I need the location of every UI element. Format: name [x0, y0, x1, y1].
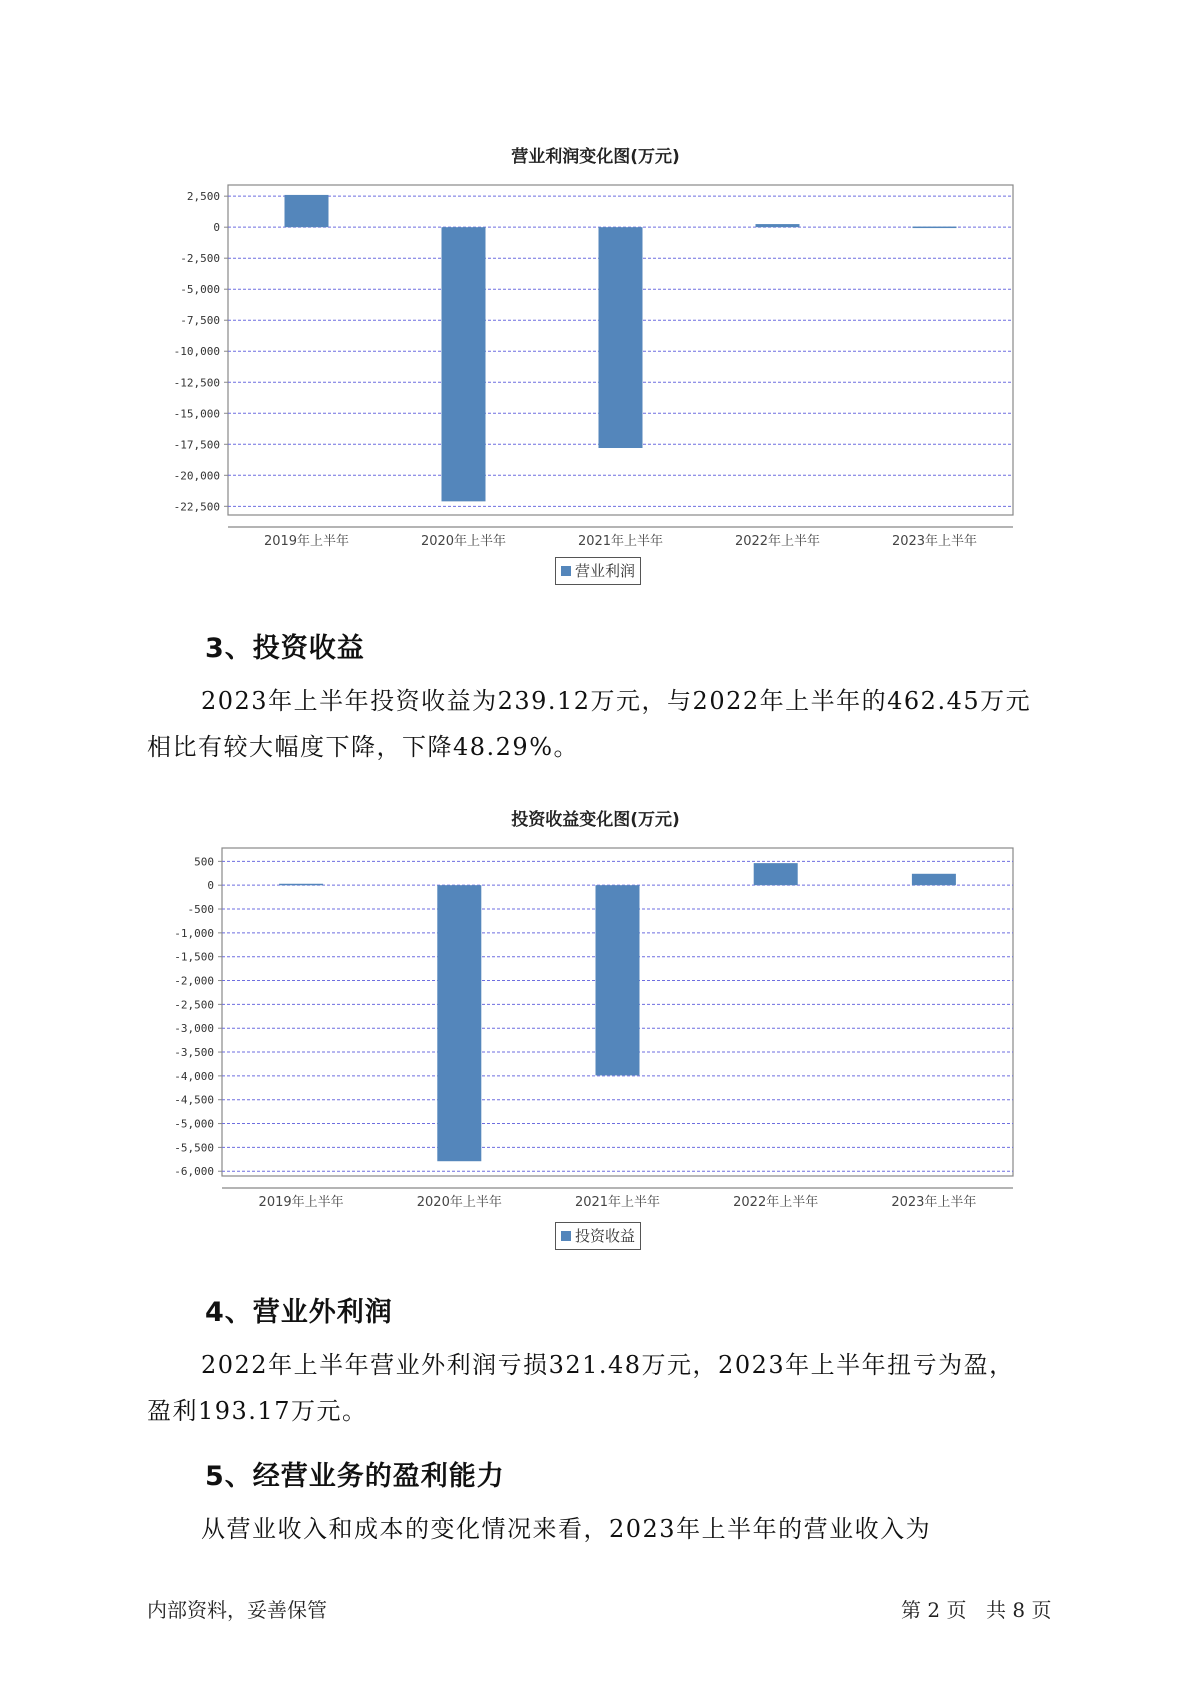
y-tick-label: -4,000 [174, 1069, 214, 1083]
paragraph-operating-profitability [147, 1506, 1047, 1552]
y-tick-label: 0 [207, 879, 214, 893]
bar [754, 863, 798, 885]
y-tick-label: -4,500 [174, 1093, 214, 1107]
y-tick-label: 500 [194, 855, 214, 869]
y-tick-label: -20,000 [173, 469, 220, 483]
legend-swatch [561, 566, 571, 576]
paragraph-line: 相比有较大幅度下降，下降48.29%。 [147, 733, 580, 761]
y-tick-label: -1,000 [174, 926, 214, 940]
y-tick-label: -500 [187, 903, 214, 917]
legend-label: 营业利润 [575, 562, 636, 580]
x-tick-label: 2019年上半年 [263, 534, 350, 549]
paragraph-line: 2022年上半年营业外利润亏损321.48万元，2023年上半年扭亏为盈， [201, 1351, 1015, 1379]
y-tick-label: -2,500 [174, 998, 214, 1012]
paragraph-line: 盈利193.17万元。 [147, 1397, 368, 1425]
section-heading-investment-income: 3、投资收益 [205, 633, 365, 664]
chart-investment-income [0, 834, 1191, 1254]
chart-legend-investment-income [555, 1222, 641, 1250]
x-tick-label: 2020年上半年 [416, 1195, 502, 1210]
x-tick-label: 2023年上半年 [891, 534, 978, 549]
y-tick-label: -5,000 [180, 283, 220, 297]
legend-label: 投资收益 [575, 1227, 636, 1245]
paragraph-investment-income [147, 678, 1047, 770]
x-tick-label: 2022年上半年 [734, 534, 821, 549]
footer-confidential-note: 内部资料，妥善保管 [147, 1598, 327, 1622]
y-tick-label: -17,500 [173, 438, 220, 452]
y-tick-label: -3,000 [174, 1022, 214, 1036]
y-tick-label: -7,500 [180, 314, 220, 328]
y-tick-label: 0 [213, 221, 220, 235]
chart-title-operating-profit: 营业利润变化图(万元) [511, 147, 680, 167]
x-tick-label: 2019年上半年 [258, 1195, 344, 1210]
footer-page-number: 第 2 页 [901, 1598, 967, 1622]
bar [913, 227, 957, 229]
y-tick-label: -5,500 [174, 1141, 214, 1155]
chart-legend-operating-profit [555, 557, 641, 585]
legend-swatch [561, 1231, 571, 1241]
chart-operating-profit [0, 170, 1191, 590]
bar [756, 224, 800, 227]
bar [912, 874, 956, 885]
bar [599, 227, 643, 448]
chart-title-investment-income: 投资收益变化图(万元) [511, 810, 680, 830]
bar [442, 227, 486, 501]
section-heading-non-operating-profit: 4、营业外利润 [205, 1297, 393, 1328]
x-tick-label: 2022年上半年 [733, 1195, 819, 1210]
footer-total-pages: 共 8 页 [986, 1598, 1052, 1622]
paragraph-line: 2023年上半年投资收益为239.12万元，与2022年上半年的462.45万元 [201, 687, 1032, 715]
y-tick-label: -22,500 [173, 500, 220, 514]
paragraph-line: 从营业收入和成本的变化情况来看，2023年上半年的营业收入为 [201, 1515, 932, 1543]
y-tick-label: -10,000 [173, 345, 220, 359]
bar [279, 884, 323, 886]
bar [596, 885, 640, 1075]
y-tick-label: -6,000 [174, 1165, 214, 1179]
y-tick-label: -5,000 [174, 1117, 214, 1131]
x-tick-label: 2021年上半年 [577, 534, 664, 549]
bar [285, 195, 329, 227]
y-tick-label: -15,000 [173, 407, 220, 421]
y-tick-label: -2,500 [180, 252, 220, 266]
y-tick-label: 2,500 [186, 190, 220, 204]
y-tick-label: -1,500 [174, 950, 214, 964]
section-heading-operating-profitability: 5、经营业务的盈利能力 [205, 1461, 505, 1492]
paragraph-non-operating-profit [147, 1342, 1047, 1434]
x-tick-label: 2020年上半年 [420, 534, 507, 549]
x-tick-label: 2023年上半年 [891, 1195, 977, 1210]
y-tick-label: -12,500 [173, 376, 220, 390]
bar [437, 885, 481, 1161]
x-tick-label: 2021年上半年 [574, 1195, 661, 1210]
y-tick-label: -2,000 [174, 974, 214, 988]
y-tick-label: -3,500 [174, 1046, 214, 1060]
